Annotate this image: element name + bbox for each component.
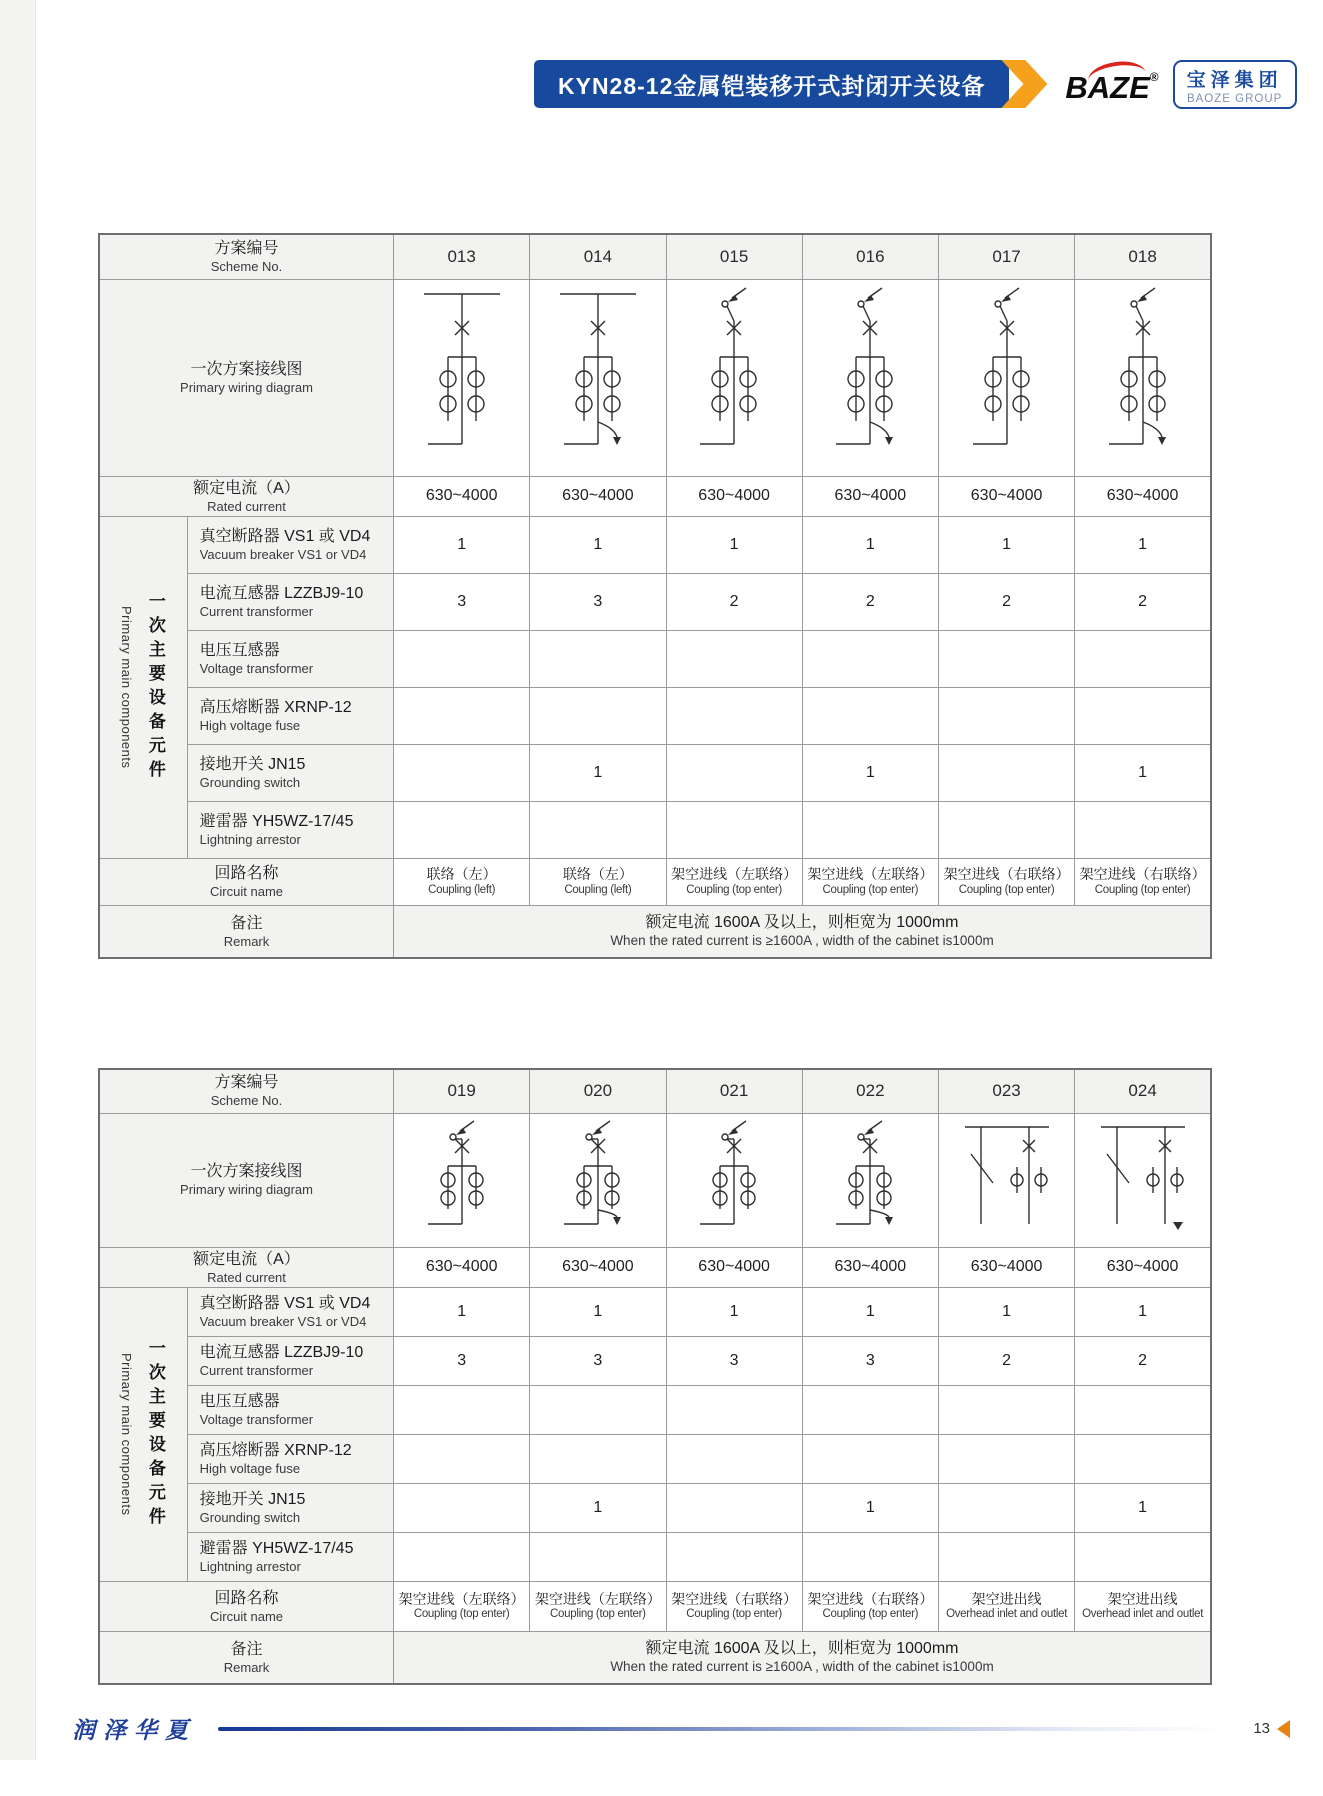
scheme-number: 019 (394, 1069, 530, 1113)
baoze-logo (1065, 60, 1296, 108)
row-label: 备注 Remark (99, 906, 394, 958)
component-label: 真空断路器 VS1 或 VD4 Vacuum breaker VS1 or VD4 (187, 517, 393, 574)
component-value (802, 1435, 938, 1484)
component-value (666, 802, 802, 859)
scheme-number: 022 (802, 1069, 938, 1113)
rated-current-value: 630~4000 (938, 1247, 1074, 1288)
component-value: 2 (938, 574, 1074, 631)
row-label: 方案编号 Scheme No. (99, 1069, 394, 1113)
component-value: 1 (394, 517, 530, 574)
scheme-table-2 (98, 1068, 1212, 1685)
component-value: 1 (1075, 1484, 1211, 1533)
component-value: 3 (530, 1337, 666, 1386)
component-value: 2 (1075, 1337, 1211, 1386)
rated-current-value: 630~4000 (530, 1247, 666, 1288)
rated-current-value: 630~4000 (666, 1247, 802, 1288)
component-value (666, 688, 802, 745)
component-row (99, 745, 1211, 802)
component-value (394, 1386, 530, 1435)
component-value (938, 1386, 1074, 1435)
scheme-number: 024 (1075, 1069, 1211, 1113)
component-value (1075, 688, 1211, 745)
row-label: 一次方案接线图 Primary wiring diagram (99, 1113, 394, 1247)
component-value (530, 802, 666, 859)
wiring-diagram-cell (530, 279, 666, 476)
component-value: 1 (802, 1484, 938, 1533)
circuit-name: 架空进线（右联络） Coupling (top enter) (1075, 859, 1211, 906)
component-row (99, 631, 1211, 688)
component-label: 高压熔断器 XRNP-12 High voltage fuse (187, 688, 393, 745)
component-value: 3 (394, 1337, 530, 1386)
component-value (1075, 802, 1211, 859)
component-value: 3 (802, 1337, 938, 1386)
component-label: 电压互感器 Voltage transformer (187, 1386, 393, 1435)
circuit-name: 架空进出线 Overhead inlet and outlet (1075, 1582, 1211, 1632)
component-value (394, 802, 530, 859)
component-row (99, 1533, 1211, 1582)
scheme-table-1-area (98, 233, 1212, 959)
component-label: 电压互感器 Voltage transformer (187, 631, 393, 688)
wiring-diagram (810, 1117, 930, 1239)
component-value (394, 688, 530, 745)
component-value (394, 1533, 530, 1582)
wiring-diagram-cell (802, 1113, 938, 1247)
rated-current-value: 630~4000 (394, 476, 530, 517)
component-value: 3 (530, 574, 666, 631)
component-value (530, 1533, 666, 1582)
circuit-name: 架空进线（右联络） Coupling (top enter) (802, 1582, 938, 1632)
rated-current-value: 630~4000 (394, 1247, 530, 1288)
component-value: 2 (666, 574, 802, 631)
component-value (938, 631, 1074, 688)
rated-current-value: 630~4000 (530, 476, 666, 517)
wiring-diagram-cell (802, 279, 938, 476)
component-value (938, 745, 1074, 802)
rated-current-row (99, 476, 1211, 517)
page-header (534, 60, 1297, 108)
component-value: 2 (938, 1337, 1074, 1386)
group-label: Primary main components 一次主要设备元件 (99, 517, 187, 859)
scheme-number: 017 (938, 234, 1074, 279)
rated-current-value: 630~4000 (802, 476, 938, 517)
component-value: 1 (938, 517, 1074, 574)
page-left-margin (0, 0, 36, 1760)
circuit-name: 架空进线（左联络） Coupling (top enter) (530, 1582, 666, 1632)
row-label: 回路名称 Circuit name (99, 1582, 394, 1632)
component-label: 高压熔断器 XRNP-12 High voltage fuse (187, 1435, 393, 1484)
circuit-name: 架空进线（左联络） Coupling (top enter) (394, 1582, 530, 1632)
wiring-diagram-cell (666, 279, 802, 476)
wiring-diagram (947, 1117, 1067, 1239)
component-value (1075, 1533, 1211, 1582)
wiring-diagram-cell (1075, 1113, 1211, 1247)
circuit-name: 联络（左） Coupling (left) (530, 859, 666, 906)
page-arrow-icon (1277, 1720, 1290, 1738)
component-value (666, 1533, 802, 1582)
remark-text: 额定电流 1600A 及以上，则柜宽为 1000mm When the rated current is ≥1600A , width of the cabinet is1000m (394, 1632, 1211, 1684)
component-value: 1 (1075, 745, 1211, 802)
component-value: 1 (802, 1288, 938, 1337)
wiring-diagram (947, 284, 1067, 466)
scheme-row (99, 1069, 1211, 1113)
wiring-diagram-cell (530, 1113, 666, 1247)
component-value (666, 1386, 802, 1435)
circuit-name: 架空进出线 Overhead inlet and outlet (938, 1582, 1074, 1632)
component-value: 1 (1075, 517, 1211, 574)
row-label: 额定电流（A） Rated current (99, 1247, 394, 1288)
wiring-diagram-cell (394, 279, 530, 476)
footer-divider-line (218, 1727, 1225, 1731)
component-value (938, 1435, 1074, 1484)
wiring-diagram-cell (394, 1113, 530, 1247)
component-row (99, 1337, 1211, 1386)
remark-text: 额定电流 1600A 及以上，则柜宽为 1000mm When the rated current is ≥1600A , width of the cabinet is1000m (394, 906, 1211, 958)
component-value (530, 1386, 666, 1435)
component-value (394, 745, 530, 802)
component-value (530, 631, 666, 688)
wiring-row (99, 279, 1211, 476)
component-value (938, 1484, 1074, 1533)
scheme-number: 014 (530, 234, 666, 279)
logo-text: BAZE (1065, 70, 1150, 105)
wiring-diagram (402, 1117, 522, 1239)
row-label: 额定电流（A） Rated current (99, 476, 394, 517)
company-name-en: BAOZE GROUP (1186, 92, 1283, 105)
rated-current-value: 630~4000 (1075, 1247, 1211, 1288)
component-value (530, 688, 666, 745)
component-value (666, 1435, 802, 1484)
component-value: 3 (666, 1337, 802, 1386)
row-label: 备注 Remark (99, 1632, 394, 1684)
wiring-diagram (538, 284, 658, 466)
component-value: 1 (1075, 1288, 1211, 1337)
component-value (802, 631, 938, 688)
component-value: 1 (666, 1288, 802, 1337)
rated-current-value: 630~4000 (802, 1247, 938, 1288)
component-value: 1 (394, 1288, 530, 1337)
component-value (666, 631, 802, 688)
scheme-number: 023 (938, 1069, 1074, 1113)
component-label: 接地开关 JN15 Grounding switch (187, 1484, 393, 1533)
group-label: Primary main components 一次主要设备元件 (99, 1288, 187, 1582)
scheme-number: 015 (666, 234, 802, 279)
component-value (938, 1533, 1074, 1582)
circuit-name: 架空进线（右联络） Coupling (top enter) (938, 859, 1074, 906)
component-value (802, 688, 938, 745)
scheme-number: 013 (394, 234, 530, 279)
row-label: 一次方案接线图 Primary wiring diagram (99, 279, 394, 476)
company-name-cn: 宝泽集团 (1186, 69, 1283, 91)
scheme-table-2-area (98, 1068, 1212, 1685)
component-value: 1 (530, 1484, 666, 1533)
wiring-diagram (1083, 1117, 1203, 1239)
component-value: 3 (394, 574, 530, 631)
component-value (802, 1386, 938, 1435)
component-value (1075, 1435, 1211, 1484)
wiring-row (99, 1113, 1211, 1247)
component-value (666, 745, 802, 802)
title-banner (534, 60, 1009, 108)
component-row (99, 1484, 1211, 1533)
baoze-logo-mark (1065, 62, 1158, 106)
component-label: 真空断路器 VS1 或 VD4 Vacuum breaker VS1 or VD4 (187, 1288, 393, 1337)
component-label: 接地开关 JN15 Grounding switch (187, 745, 393, 802)
circuit-name: 联络（左） Coupling (left) (394, 859, 530, 906)
wiring-diagram (402, 284, 522, 466)
component-value: 1 (530, 517, 666, 574)
wiring-diagram-cell (666, 1113, 802, 1247)
registered-mark-icon: ® (1149, 70, 1159, 84)
component-value: 2 (802, 574, 938, 631)
component-value (802, 1533, 938, 1582)
footer-brand: 润泽华夏 (72, 1718, 196, 1743)
component-value (530, 1435, 666, 1484)
remark-row (99, 906, 1211, 958)
page-number: 13 (1253, 1720, 1270, 1737)
circuit-name-row (99, 1582, 1211, 1632)
wiring-diagram-cell (938, 1113, 1074, 1247)
row-label: 回路名称 Circuit name (99, 859, 394, 906)
rated-current-value: 630~4000 (1075, 476, 1211, 517)
component-label: 电流互感器 LZZBJ9-10 Current transformer (187, 1337, 393, 1386)
component-row (99, 688, 1211, 745)
component-value: 1 (530, 1288, 666, 1337)
component-value: 1 (938, 1288, 1074, 1337)
rated-current-value: 630~4000 (666, 476, 802, 517)
component-value: 1 (802, 745, 938, 802)
component-value: 1 (666, 517, 802, 574)
component-row (99, 1435, 1211, 1484)
component-value (938, 688, 1074, 745)
component-row (99, 802, 1211, 859)
component-label: 避雷器 YH5WZ-17/45 Lightning arrestor (187, 802, 393, 859)
scheme-row (99, 234, 1211, 279)
circuit-name: 架空进线（左联络） Coupling (top enter) (802, 859, 938, 906)
page-title: KYN28-12金属铠装移开式封闭开关设备 (558, 72, 986, 99)
component-value: 2 (1075, 574, 1211, 631)
scheme-number: 016 (802, 234, 938, 279)
wiring-diagram (1083, 284, 1203, 466)
component-value (1075, 1386, 1211, 1435)
remark-row (99, 1632, 1211, 1684)
circuit-name: 架空进线（右联络） Coupling (top enter) (666, 1582, 802, 1632)
component-value (394, 1484, 530, 1533)
component-value (938, 802, 1074, 859)
component-value: 1 (530, 745, 666, 802)
component-value (802, 802, 938, 859)
component-value (1075, 631, 1211, 688)
wiring-diagram-cell (1075, 279, 1211, 476)
component-label: 电流互感器 LZZBJ9-10 Current transformer (187, 574, 393, 631)
rated-current-row (99, 1247, 1211, 1288)
component-label: 避雷器 YH5WZ-17/45 Lightning arrestor (187, 1533, 393, 1582)
component-row (99, 1288, 1211, 1337)
circuit-name: 架空进线（左联络） Coupling (top enter) (666, 859, 802, 906)
wiring-diagram (674, 284, 794, 466)
component-value: 1 (802, 517, 938, 574)
component-value (394, 631, 530, 688)
wiring-diagram (674, 1117, 794, 1239)
rated-current-value: 630~4000 (938, 476, 1074, 517)
component-value (666, 1484, 802, 1533)
circuit-name-row (99, 859, 1211, 906)
scheme-table-1 (98, 233, 1212, 959)
company-name-box (1173, 60, 1297, 109)
wiring-diagram (538, 1117, 658, 1239)
component-row (99, 1386, 1211, 1435)
component-value (394, 1435, 530, 1484)
component-row (99, 517, 1211, 574)
scheme-number: 020 (530, 1069, 666, 1113)
row-label: 方案编号 Scheme No. (99, 234, 394, 279)
wiring-diagram (810, 284, 930, 466)
page-footer (72, 1712, 1290, 1745)
scheme-number: 018 (1075, 234, 1211, 279)
wiring-diagram-cell (938, 279, 1074, 476)
component-row (99, 574, 1211, 631)
scheme-number: 021 (666, 1069, 802, 1113)
